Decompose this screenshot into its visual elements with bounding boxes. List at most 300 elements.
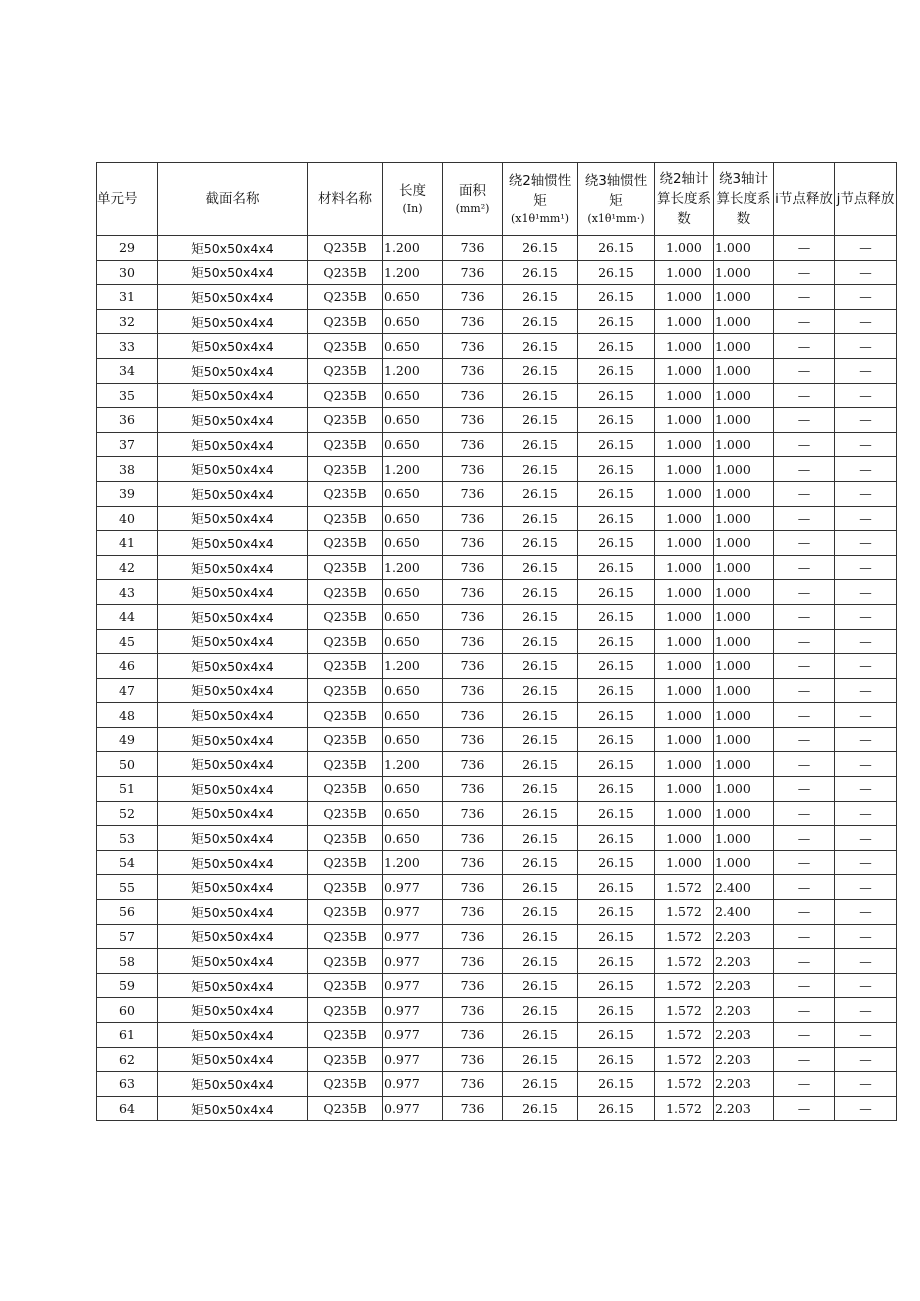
cell-area: 736 [443, 481, 503, 506]
header-j-release: j节点释放 [835, 163, 897, 236]
cell-section-name: 矩50x50x4x4 [158, 654, 308, 679]
cell-unit-no: 32 [97, 309, 158, 334]
cell-i-release: — [774, 580, 835, 605]
cell-j-release: — [835, 555, 897, 580]
cell-i3: 26.15 [578, 998, 655, 1023]
cell-area: 736 [443, 654, 503, 679]
cell-i3: 26.15 [578, 1072, 655, 1097]
cell-j-release: — [835, 506, 897, 531]
cell-unit-no: 60 [97, 998, 158, 1023]
cell-i3: 26.15 [578, 358, 655, 383]
cell-i3: 26.15 [578, 678, 655, 703]
header-row [97, 163, 897, 236]
table-row [97, 481, 897, 506]
cell-i-release: — [774, 531, 835, 556]
cell-material: Q235B [308, 727, 383, 752]
cell-area: 736 [443, 727, 503, 752]
cell-i3: 26.15 [578, 457, 655, 482]
cell-length: 0.650 [383, 285, 443, 310]
cell-i-release: — [774, 309, 835, 334]
cell-area: 736 [443, 1023, 503, 1048]
cell-j-release: — [835, 703, 897, 728]
cell-k2: 1.572 [655, 1023, 714, 1048]
cell-area: 736 [443, 1047, 503, 1072]
cell-length: 0.977 [383, 1023, 443, 1048]
cell-section-name: 矩50x50x4x4 [158, 383, 308, 408]
cell-j-release: — [835, 998, 897, 1023]
header-k3: 绕3轴计算长度系数 [714, 163, 774, 236]
cell-i2: 26.15 [503, 949, 578, 974]
cell-i3: 26.15 [578, 949, 655, 974]
cell-unit-no: 34 [97, 358, 158, 383]
cell-i2: 26.15 [503, 629, 578, 654]
cell-material: Q235B [308, 850, 383, 875]
cell-unit-no: 33 [97, 334, 158, 359]
cell-j-release: — [835, 334, 897, 359]
cell-i2: 26.15 [503, 604, 578, 629]
cell-k2: 1.572 [655, 949, 714, 974]
cell-i3: 26.15 [578, 875, 655, 900]
cell-i-release: — [774, 358, 835, 383]
cell-i-release: — [774, 285, 835, 310]
cell-j-release: — [835, 777, 897, 802]
cell-i-release: — [774, 654, 835, 679]
cell-i-release: — [774, 1096, 835, 1121]
cell-i3: 26.15 [578, 1047, 655, 1072]
cell-unit-no: 39 [97, 481, 158, 506]
cell-unit-no: 48 [97, 703, 158, 728]
cell-i-release: — [774, 801, 835, 826]
table-row [97, 236, 897, 261]
cell-length: 0.650 [383, 629, 443, 654]
table-row [97, 801, 897, 826]
cell-k2: 1.000 [655, 481, 714, 506]
table-row [97, 457, 897, 482]
cell-i3: 26.15 [578, 481, 655, 506]
cell-k2: 1.000 [655, 629, 714, 654]
cell-k2: 1.000 [655, 285, 714, 310]
table-body [97, 236, 897, 1121]
cell-i3: 26.15 [578, 334, 655, 359]
cell-i2: 26.15 [503, 432, 578, 457]
cell-length: 0.977 [383, 973, 443, 998]
header-i-release: i节点释放 [774, 163, 835, 236]
cell-unit-no: 47 [97, 678, 158, 703]
cell-section-name: 矩50x50x4x4 [158, 309, 308, 334]
cell-i2: 26.15 [503, 850, 578, 875]
cell-i2: 26.15 [503, 334, 578, 359]
cell-j-release: — [835, 309, 897, 334]
table-row [97, 1023, 897, 1048]
cell-j-release: — [835, 801, 897, 826]
cell-material: Q235B [308, 383, 383, 408]
cell-material: Q235B [308, 900, 383, 925]
cell-area: 736 [443, 309, 503, 334]
cell-unit-no: 50 [97, 752, 158, 777]
cell-i3: 26.15 [578, 727, 655, 752]
cell-section-name: 矩50x50x4x4 [158, 678, 308, 703]
cell-area: 736 [443, 777, 503, 802]
cell-area: 736 [443, 408, 503, 433]
cell-area: 736 [443, 236, 503, 261]
cell-length: 0.650 [383, 481, 443, 506]
cell-unit-no: 54 [97, 850, 158, 875]
table-row [97, 408, 897, 433]
cell-i2: 26.15 [503, 900, 578, 925]
cell-j-release: — [835, 949, 897, 974]
cell-unit-no: 35 [97, 383, 158, 408]
member-property-table [96, 162, 897, 1121]
cell-area: 736 [443, 555, 503, 580]
cell-section-name: 矩50x50x4x4 [158, 1023, 308, 1048]
cell-area: 736 [443, 383, 503, 408]
cell-material: Q235B [308, 826, 383, 851]
cell-j-release: — [835, 481, 897, 506]
cell-material: Q235B [308, 309, 383, 334]
cell-area: 736 [443, 580, 503, 605]
header-i3 [578, 163, 655, 236]
header-length [383, 163, 443, 236]
cell-k3: 1.000 [714, 678, 774, 703]
cell-area: 736 [443, 998, 503, 1023]
cell-k2: 1.000 [655, 703, 714, 728]
cell-material: Q235B [308, 875, 383, 900]
table-row [97, 678, 897, 703]
cell-length: 0.650 [383, 727, 443, 752]
cell-length: 0.650 [383, 703, 443, 728]
cell-i-release: — [774, 629, 835, 654]
cell-i2: 26.15 [503, 678, 578, 703]
cell-k3: 2.203 [714, 1047, 774, 1072]
cell-section-name: 矩50x50x4x4 [158, 727, 308, 752]
cell-area: 736 [443, 703, 503, 728]
cell-section-name: 矩50x50x4x4 [158, 260, 308, 285]
cell-length: 0.650 [383, 801, 443, 826]
cell-k2: 1.000 [655, 334, 714, 359]
cell-j-release: — [835, 383, 897, 408]
cell-unit-no: 42 [97, 555, 158, 580]
cell-j-release: — [835, 629, 897, 654]
cell-k3: 1.000 [714, 432, 774, 457]
table-row [97, 604, 897, 629]
cell-k3: 1.000 [714, 358, 774, 383]
cell-j-release: — [835, 457, 897, 482]
cell-k3: 2.203 [714, 1096, 774, 1121]
cell-i3: 26.15 [578, 506, 655, 531]
cell-material: Q235B [308, 506, 383, 531]
cell-k2: 1.000 [655, 801, 714, 826]
cell-material: Q235B [308, 801, 383, 826]
cell-material: Q235B [308, 703, 383, 728]
cell-k2: 1.572 [655, 998, 714, 1023]
cell-i3: 26.15 [578, 531, 655, 556]
cell-k3: 2.400 [714, 900, 774, 925]
table-row [97, 309, 897, 334]
cell-i2: 26.15 [503, 1096, 578, 1121]
cell-material: Q235B [308, 654, 383, 679]
cell-j-release: — [835, 875, 897, 900]
cell-i2: 26.15 [503, 1072, 578, 1097]
cell-unit-no: 38 [97, 457, 158, 482]
cell-k3: 1.000 [714, 383, 774, 408]
cell-k3: 1.000 [714, 408, 774, 433]
cell-i-release: — [774, 1023, 835, 1048]
cell-k3: 1.000 [714, 457, 774, 482]
cell-j-release: — [835, 1072, 897, 1097]
cell-k2: 1.572 [655, 900, 714, 925]
cell-i-release: — [774, 383, 835, 408]
cell-unit-no: 57 [97, 924, 158, 949]
cell-i3: 26.15 [578, 383, 655, 408]
cell-unit-no: 52 [97, 801, 158, 826]
cell-k3: 2.203 [714, 1072, 774, 1097]
cell-i2: 26.15 [503, 1023, 578, 1048]
table-row [97, 432, 897, 457]
cell-unit-no: 40 [97, 506, 158, 531]
table-row [97, 555, 897, 580]
cell-unit-no: 45 [97, 629, 158, 654]
cell-length: 0.650 [383, 408, 443, 433]
cell-unit-no: 59 [97, 973, 158, 998]
cell-i2: 26.15 [503, 727, 578, 752]
cell-material: Q235B [308, 1096, 383, 1121]
cell-i-release: — [774, 850, 835, 875]
cell-section-name: 矩50x50x4x4 [158, 703, 308, 728]
cell-unit-no: 62 [97, 1047, 158, 1072]
cell-unit-no: 30 [97, 260, 158, 285]
cell-length: 0.650 [383, 309, 443, 334]
cell-length: 1.200 [383, 236, 443, 261]
table-row [97, 358, 897, 383]
cell-area: 736 [443, 973, 503, 998]
header-i2-unit: (x1θ¹mm¹) [510, 212, 570, 225]
cell-k2: 1.000 [655, 654, 714, 679]
header-unit-no: 单元号 [97, 163, 158, 236]
cell-j-release: — [835, 1047, 897, 1072]
cell-length: 0.650 [383, 777, 443, 802]
cell-length: 1.200 [383, 358, 443, 383]
cell-area: 736 [443, 285, 503, 310]
cell-k2: 1.000 [655, 236, 714, 261]
cell-i3: 26.15 [578, 654, 655, 679]
cell-section-name: 矩50x50x4x4 [158, 580, 308, 605]
cell-unit-no: 58 [97, 949, 158, 974]
cell-section-name: 矩50x50x4x4 [158, 358, 308, 383]
cell-j-release: — [835, 1023, 897, 1048]
header-length-unit: (In) [402, 202, 423, 215]
cell-i2: 26.15 [503, 531, 578, 556]
table-row [97, 580, 897, 605]
cell-section-name: 矩50x50x4x4 [158, 900, 308, 925]
cell-i2: 26.15 [503, 309, 578, 334]
cell-i3: 26.15 [578, 1096, 655, 1121]
table-row [97, 1096, 897, 1121]
cell-area: 736 [443, 334, 503, 359]
cell-area: 736 [443, 900, 503, 925]
header-area-unit: (mm²) [455, 202, 490, 215]
table-row [97, 998, 897, 1023]
cell-unit-no: 46 [97, 654, 158, 679]
cell-k2: 1.000 [655, 850, 714, 875]
cell-i-release: — [774, 777, 835, 802]
cell-k2: 1.000 [655, 506, 714, 531]
cell-material: Q235B [308, 924, 383, 949]
cell-i-release: — [774, 457, 835, 482]
cell-section-name: 矩50x50x4x4 [158, 850, 308, 875]
cell-k3: 1.000 [714, 654, 774, 679]
cell-k2: 1.000 [655, 826, 714, 851]
header-k2: 绕2轴计算长度系数 [655, 163, 714, 236]
cell-unit-no: 55 [97, 875, 158, 900]
cell-material: Q235B [308, 260, 383, 285]
cell-k3: 1.000 [714, 309, 774, 334]
cell-length: 0.650 [383, 580, 443, 605]
cell-i-release: — [774, 752, 835, 777]
cell-length: 0.977 [383, 1047, 443, 1072]
cell-i-release: — [774, 260, 835, 285]
cell-length: 0.977 [383, 998, 443, 1023]
cell-area: 736 [443, 875, 503, 900]
header-length-label: 长度 [399, 183, 426, 199]
cell-i-release: — [774, 949, 835, 974]
cell-j-release: — [835, 924, 897, 949]
cell-i-release: — [774, 1072, 835, 1097]
cell-material: Q235B [308, 457, 383, 482]
cell-i3: 26.15 [578, 924, 655, 949]
cell-j-release: — [835, 727, 897, 752]
cell-section-name: 矩50x50x4x4 [158, 1072, 308, 1097]
cell-length: 1.200 [383, 260, 443, 285]
cell-i2: 26.15 [503, 826, 578, 851]
cell-i-release: — [774, 555, 835, 580]
cell-unit-no: 31 [97, 285, 158, 310]
cell-j-release: — [835, 900, 897, 925]
cell-unit-no: 37 [97, 432, 158, 457]
cell-unit-no: 61 [97, 1023, 158, 1048]
cell-material: Q235B [308, 629, 383, 654]
cell-i-release: — [774, 408, 835, 433]
cell-section-name: 矩50x50x4x4 [158, 801, 308, 826]
table-row [97, 1047, 897, 1072]
cell-section-name: 矩50x50x4x4 [158, 998, 308, 1023]
cell-k3: 1.000 [714, 285, 774, 310]
cell-i2: 26.15 [503, 1047, 578, 1072]
cell-j-release: — [835, 285, 897, 310]
cell-k2: 1.000 [655, 408, 714, 433]
cell-k3: 1.000 [714, 604, 774, 629]
cell-i-release: — [774, 481, 835, 506]
cell-j-release: — [835, 752, 897, 777]
cell-i-release: — [774, 924, 835, 949]
cell-k3: 2.203 [714, 1023, 774, 1048]
cell-k3: 2.203 [714, 949, 774, 974]
cell-k3: 1.000 [714, 334, 774, 359]
cell-i3: 26.15 [578, 801, 655, 826]
cell-section-name: 矩50x50x4x4 [158, 432, 308, 457]
cell-material: Q235B [308, 531, 383, 556]
header-area-label: 面积 [459, 183, 486, 199]
cell-unit-no: 56 [97, 900, 158, 925]
cell-i-release: — [774, 973, 835, 998]
cell-i2: 26.15 [503, 481, 578, 506]
table-row [97, 629, 897, 654]
table-row [97, 949, 897, 974]
cell-length: 1.200 [383, 555, 443, 580]
cell-section-name: 矩50x50x4x4 [158, 334, 308, 359]
cell-length: 0.977 [383, 1096, 443, 1121]
cell-material: Q235B [308, 432, 383, 457]
cell-i2: 26.15 [503, 236, 578, 261]
cell-k3: 1.000 [714, 727, 774, 752]
cell-i2: 26.15 [503, 285, 578, 310]
cell-k3: 1.000 [714, 506, 774, 531]
cell-section-name: 矩50x50x4x4 [158, 408, 308, 433]
table-row [97, 973, 897, 998]
cell-length: 0.650 [383, 826, 443, 851]
cell-i3: 26.15 [578, 826, 655, 851]
cell-section-name: 矩50x50x4x4 [158, 604, 308, 629]
cell-i3: 26.15 [578, 777, 655, 802]
cell-k3: 1.000 [714, 629, 774, 654]
table-row [97, 285, 897, 310]
cell-k2: 1.572 [655, 924, 714, 949]
cell-i-release: — [774, 604, 835, 629]
cell-length: 0.977 [383, 1072, 443, 1097]
cell-unit-no: 64 [97, 1096, 158, 1121]
cell-i3: 26.15 [578, 900, 655, 925]
cell-material: Q235B [308, 777, 383, 802]
cell-j-release: — [835, 1096, 897, 1121]
table-row [97, 1072, 897, 1097]
cell-section-name: 矩50x50x4x4 [158, 777, 308, 802]
cell-i2: 26.15 [503, 973, 578, 998]
cell-i2: 26.15 [503, 358, 578, 383]
cell-area: 736 [443, 850, 503, 875]
cell-area: 736 [443, 801, 503, 826]
cell-i2: 26.15 [503, 752, 578, 777]
cell-j-release: — [835, 358, 897, 383]
cell-i3: 26.15 [578, 850, 655, 875]
cell-material: Q235B [308, 481, 383, 506]
cell-i2: 26.15 [503, 654, 578, 679]
cell-section-name: 矩50x50x4x4 [158, 457, 308, 482]
cell-i-release: — [774, 875, 835, 900]
cell-unit-no: 43 [97, 580, 158, 605]
cell-length: 1.200 [383, 457, 443, 482]
cell-material: Q235B [308, 678, 383, 703]
header-i3-label: 绕3轴惯性矩 [584, 173, 648, 209]
cell-i2: 26.15 [503, 555, 578, 580]
cell-material: Q235B [308, 580, 383, 605]
cell-unit-no: 36 [97, 408, 158, 433]
cell-i-release: — [774, 998, 835, 1023]
cell-i2: 26.15 [503, 580, 578, 605]
cell-unit-no: 63 [97, 1072, 158, 1097]
table-row [97, 703, 897, 728]
cell-k2: 1.000 [655, 432, 714, 457]
cell-i2: 26.15 [503, 457, 578, 482]
cell-material: Q235B [308, 973, 383, 998]
cell-section-name: 矩50x50x4x4 [158, 236, 308, 261]
table-row [97, 383, 897, 408]
cell-i2: 26.15 [503, 408, 578, 433]
table-row [97, 875, 897, 900]
cell-unit-no: 44 [97, 604, 158, 629]
cell-j-release: — [835, 260, 897, 285]
cell-section-name: 矩50x50x4x4 [158, 924, 308, 949]
cell-material: Q235B [308, 949, 383, 974]
cell-k3: 2.203 [714, 998, 774, 1023]
